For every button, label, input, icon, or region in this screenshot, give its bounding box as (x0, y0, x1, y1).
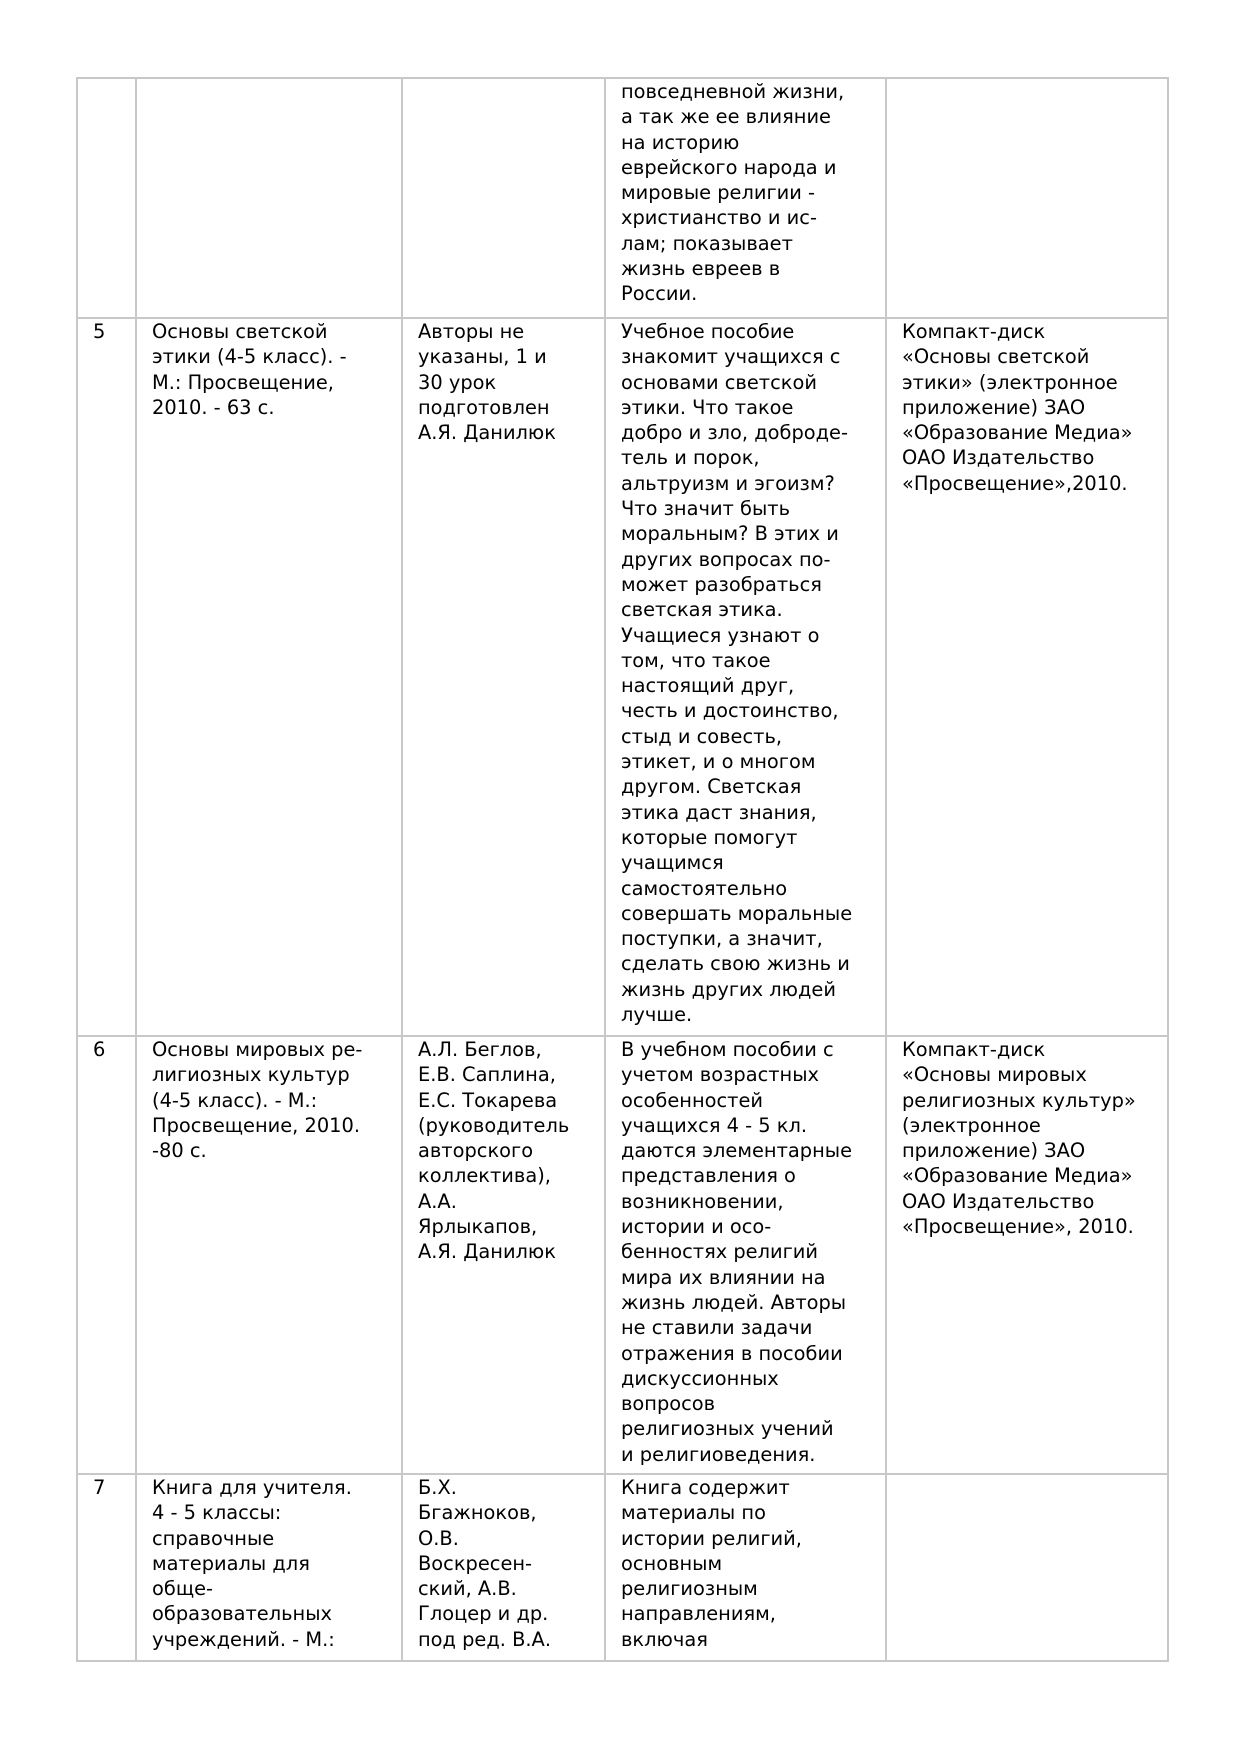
book-authors: Авторы не указаны, 1 и 30 урок подготовлен А.Я. Данилюк (402, 318, 605, 1036)
book-description: повседневной жизни, а так же ее влияние на историю еврейского народа и мировые религии - христианство и ис- лам; показывает жизнь евреев в России. (605, 78, 886, 318)
book-description: Учебное пособие знакомит учащихся с основами светской этики. Что такое добро и зло, доброде- тель и порок, альтруизм и эгоизм? Что значит быть моральным? В этих и других вопросах по- может разобраться светская этика. Учащиеся узнают о том, что такое настоящий друг, честь и достоинство, стыд и совесть, этикет, и о многом другом. Светская этика даст знания, которые помогут учащимся самостоятельно совершать моральные поступки, а значит, сделать свою жизнь и жизнь других людей лучше. (605, 318, 886, 1036)
book-description: В учебном пособии с учетом возрастных особенностей учащихся 4 - 5 кл. даются элементарные представления о возникновении, истории и осо- бенностях религий мира их влиянии на жизнь людей. Авторы не ставили задачи отражения в пособии дискуссионных вопросов религиозных учений и религиоведения. (605, 1036, 886, 1474)
book-title (136, 78, 402, 318)
book-title: Основы мировых ре- лигиозных культур (4-5 класс). - М.: Просвещение, 2010. -80 с. (136, 1036, 402, 1474)
row-number: 5 (77, 318, 136, 1036)
book-authors (402, 78, 605, 318)
table-row (77, 1036, 1168, 1474)
book-title: Книга для учителя. 4 - 5 классы: справочные материалы для обще- образовательных учреждений. - М.: (136, 1474, 402, 1661)
book-authors: Б.Х. Бгажноков, О.В. Воскресен- ский, А.В. Глоцер и др. под ред. В.А. (402, 1474, 605, 1661)
book-media (886, 1474, 1168, 1661)
book-title: Основы светской этики (4-5 класс). - М.: Просвещение, 2010. - 63 с. (136, 318, 402, 1036)
book-authors: А.Л. Беглов, Е.В. Саплина, Е.С. Токарева (руководитель авторского коллектива), А.А. Ярлыкапов, А.Я. Данилюк (402, 1036, 605, 1474)
table-row (77, 78, 1168, 318)
book-media (886, 78, 1168, 318)
book-description: Книга содержит материалы по истории религий, основным религиозным направлениям, включая (605, 1474, 886, 1661)
row-number (77, 78, 136, 318)
row-number: 6 (77, 1036, 136, 1474)
book-media: Компакт-диск «Основы светской этики» (электронное приложение) ЗАО «Образование Медиа» ОАО Издательство «Просвещение»,2010. (886, 318, 1168, 1036)
table-row (77, 1474, 1168, 1661)
literature-table (76, 77, 1169, 1662)
row-number: 7 (77, 1474, 136, 1661)
table-row (77, 318, 1168, 1036)
book-media: Компакт-диск «Основы мировых религиозных культур» (электронное приложение) ЗАО «Образование Медиа» ОАО Издательство «Просвещение», 2010. (886, 1036, 1168, 1474)
